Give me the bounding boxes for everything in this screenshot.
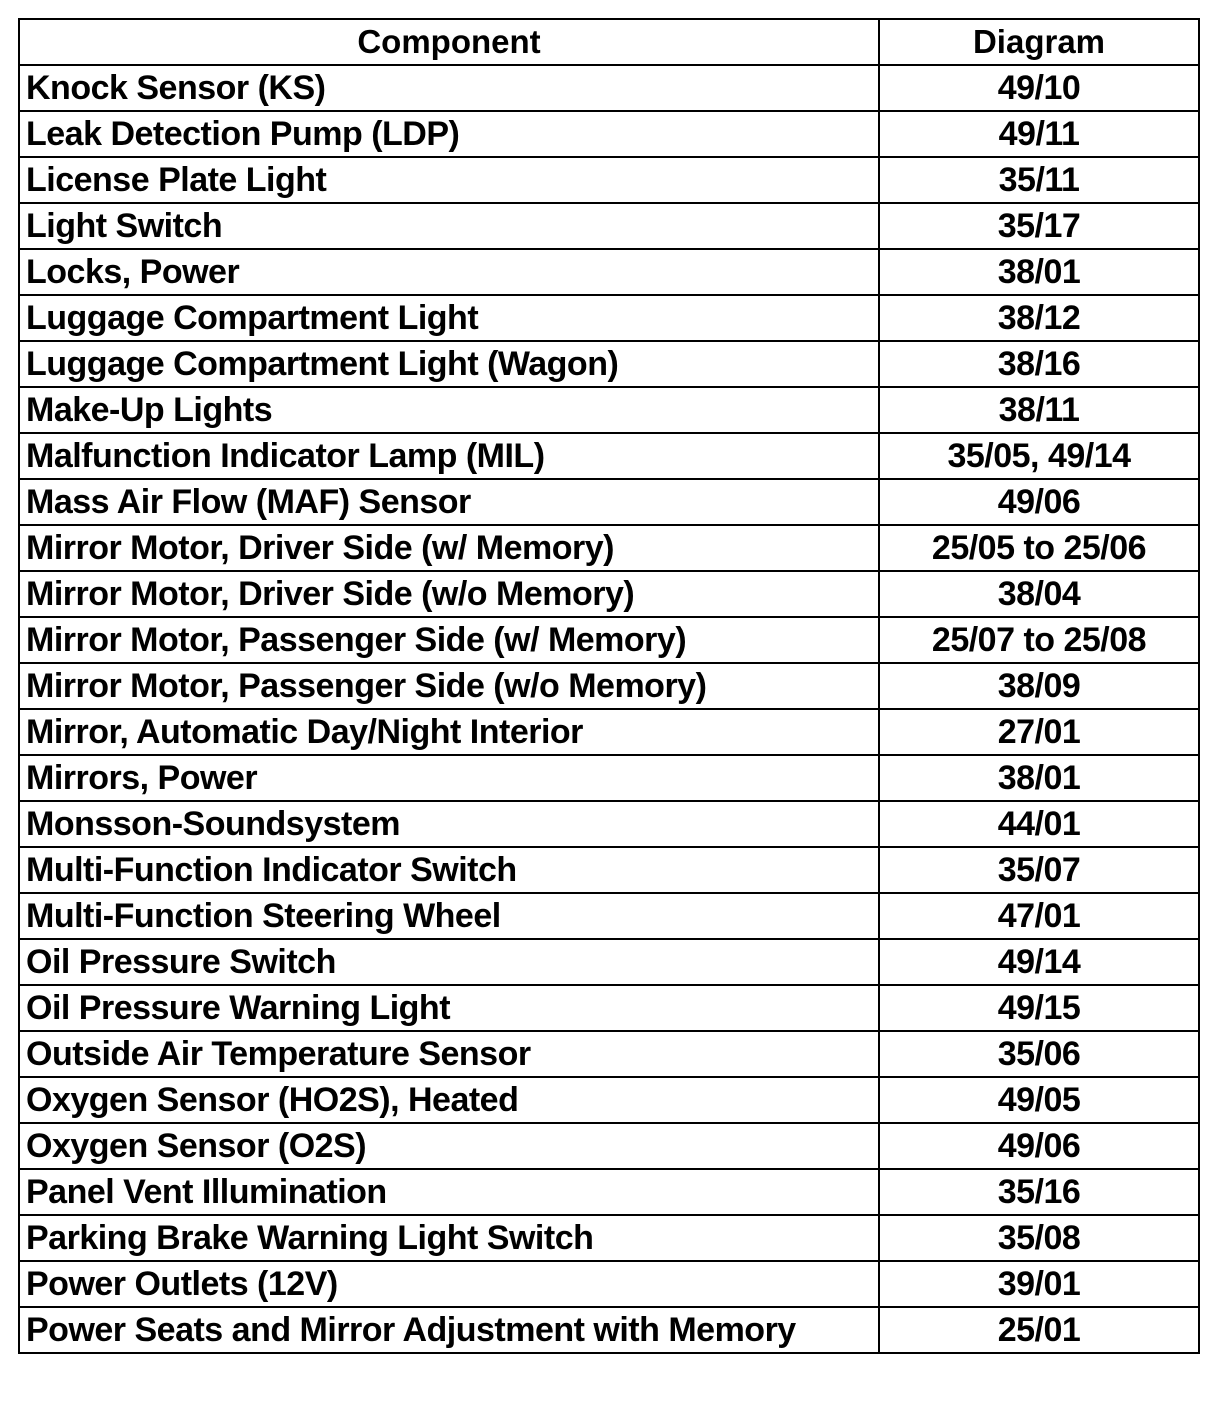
component-cell: Multi-Function Indicator Switch: [19, 847, 879, 893]
table-body: [19, 65, 1199, 1353]
table-row: [19, 571, 1199, 617]
diagram-cell: 49/15: [879, 985, 1199, 1031]
table-row: [19, 341, 1199, 387]
diagram-cell: 38/01: [879, 755, 1199, 801]
diagram-cell: 49/14: [879, 939, 1199, 985]
diagram-cell: 35/11: [879, 157, 1199, 203]
table-row: [19, 617, 1199, 663]
diagram-cell: 38/01: [879, 249, 1199, 295]
component-cell: Leak Detection Pump (LDP): [19, 111, 879, 157]
diagram-cell: 49/06: [879, 479, 1199, 525]
table-header: [19, 19, 1199, 65]
component-cell: License Plate Light: [19, 157, 879, 203]
table-row: [19, 1261, 1199, 1307]
table-row: [19, 755, 1199, 801]
component-cell: Locks, Power: [19, 249, 879, 295]
table-row: [19, 1077, 1199, 1123]
diagram-cell: 35/16: [879, 1169, 1199, 1215]
diagram-cell: 49/10: [879, 65, 1199, 111]
table-row: [19, 65, 1199, 111]
diagram-cell: 49/05: [879, 1077, 1199, 1123]
header-diagram: Diagram: [879, 19, 1199, 65]
table-row: [19, 1307, 1199, 1353]
diagram-cell: 35/07: [879, 847, 1199, 893]
component-cell: Mirror Motor, Driver Side (w/o Memory): [19, 571, 879, 617]
table-row: [19, 525, 1199, 571]
diagram-cell: 38/04: [879, 571, 1199, 617]
table-row: [19, 847, 1199, 893]
diagram-cell: 35/08: [879, 1215, 1199, 1261]
diagram-cell: 27/01: [879, 709, 1199, 755]
diagram-cell: 25/01: [879, 1307, 1199, 1353]
table-row: [19, 1169, 1199, 1215]
component-cell: Mirror Motor, Passenger Side (w/ Memory): [19, 617, 879, 663]
table-row: [19, 985, 1199, 1031]
component-cell: Mirrors, Power: [19, 755, 879, 801]
table-row: [19, 387, 1199, 433]
diagram-cell: 49/06: [879, 1123, 1199, 1169]
diagram-cell: 38/12: [879, 295, 1199, 341]
component-cell: Light Switch: [19, 203, 879, 249]
component-cell: Mirror, Automatic Day/Night Interior: [19, 709, 879, 755]
component-cell: Make-Up Lights: [19, 387, 879, 433]
component-cell: Multi-Function Steering Wheel: [19, 893, 879, 939]
component-cell: Luggage Compartment Light (Wagon): [19, 341, 879, 387]
component-cell: Oxygen Sensor (HO2S), Heated: [19, 1077, 879, 1123]
diagram-cell: 35/05, 49/14: [879, 433, 1199, 479]
component-cell: Knock Sensor (KS): [19, 65, 879, 111]
diagram-cell: 39/01: [879, 1261, 1199, 1307]
diagram-cell: 49/11: [879, 111, 1199, 157]
table-row: [19, 479, 1199, 525]
component-cell: Parking Brake Warning Light Switch: [19, 1215, 879, 1261]
diagram-cell: 47/01: [879, 893, 1199, 939]
header-component: Component: [19, 19, 879, 65]
table-row: [19, 157, 1199, 203]
diagram-cell: 35/06: [879, 1031, 1199, 1077]
diagram-cell: 25/05 to 25/06: [879, 525, 1199, 571]
table-row: [19, 1215, 1199, 1261]
header-row: [19, 19, 1199, 65]
table-row: [19, 203, 1199, 249]
component-cell: Power Seats and Mirror Adjustment with Memory: [19, 1307, 879, 1353]
component-diagram-table: [18, 18, 1200, 1354]
diagram-cell: 35/17: [879, 203, 1199, 249]
component-cell: Luggage Compartment Light: [19, 295, 879, 341]
diagram-cell: 38/11: [879, 387, 1199, 433]
table-row: [19, 295, 1199, 341]
diagram-cell: 38/09: [879, 663, 1199, 709]
table-row: [19, 111, 1199, 157]
table-row: [19, 1123, 1199, 1169]
component-cell: Mass Air Flow (MAF) Sensor: [19, 479, 879, 525]
table-row: [19, 433, 1199, 479]
component-diagram-table-container: [18, 18, 1198, 1354]
table-row: [19, 801, 1199, 847]
diagram-cell: 38/16: [879, 341, 1199, 387]
component-cell: Oil Pressure Switch: [19, 939, 879, 985]
table-row: [19, 663, 1199, 709]
component-cell: Outside Air Temperature Sensor: [19, 1031, 879, 1077]
table-row: [19, 939, 1199, 985]
component-cell: Power Outlets (12V): [19, 1261, 879, 1307]
diagram-cell: 44/01: [879, 801, 1199, 847]
table-row: [19, 1031, 1199, 1077]
table-row: [19, 249, 1199, 295]
table-row: [19, 893, 1199, 939]
component-cell: Mirror Motor, Driver Side (w/ Memory): [19, 525, 879, 571]
component-cell: Mirror Motor, Passenger Side (w/o Memory): [19, 663, 879, 709]
diagram-cell: 25/07 to 25/08: [879, 617, 1199, 663]
table-row: [19, 709, 1199, 755]
component-cell: Malfunction Indicator Lamp (MIL): [19, 433, 879, 479]
component-cell: Panel Vent Illumination: [19, 1169, 879, 1215]
component-cell: Monsson-Soundsystem: [19, 801, 879, 847]
component-cell: Oil Pressure Warning Light: [19, 985, 879, 1031]
component-cell: Oxygen Sensor (O2S): [19, 1123, 879, 1169]
